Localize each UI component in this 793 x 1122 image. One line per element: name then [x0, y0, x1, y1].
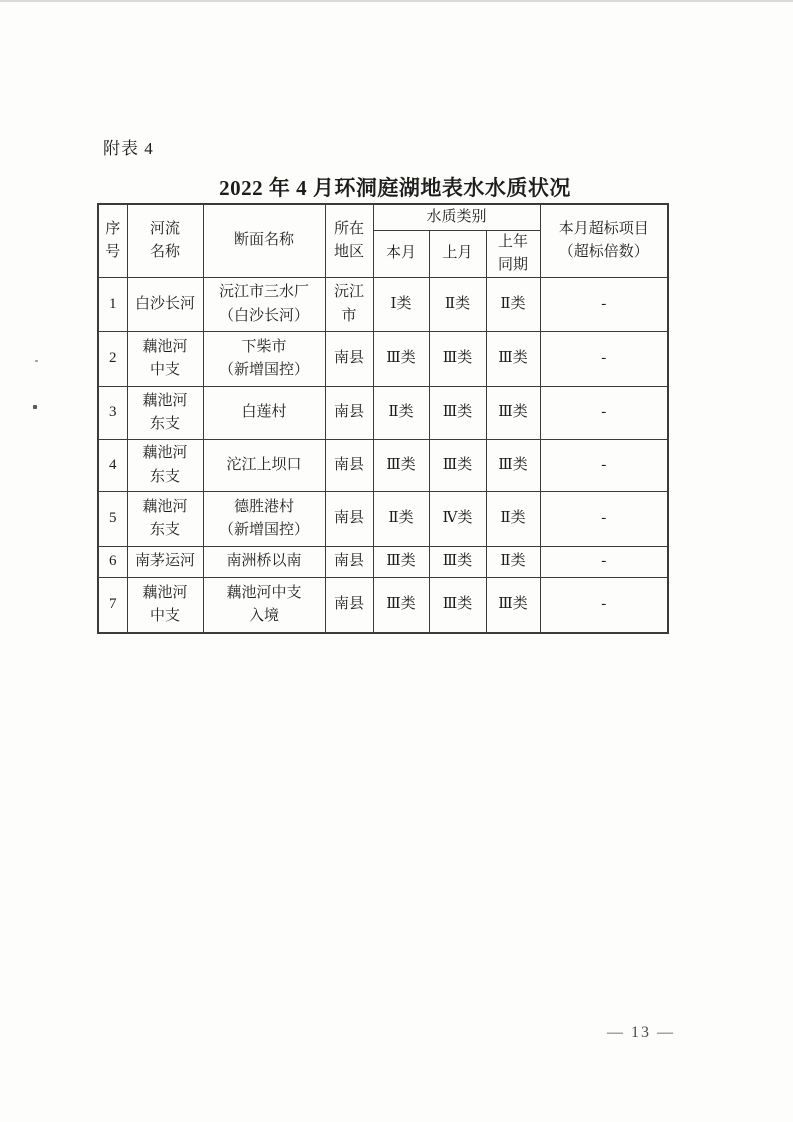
cell-no: 4: [98, 440, 127, 492]
cell-this-month: Ⅲ类: [373, 578, 429, 633]
page-number: — 13 —: [607, 1024, 675, 1041]
table-header-row-top: [98, 204, 668, 230]
cell-this-month: Ⅱ类: [373, 492, 429, 547]
cell-exceed: -: [540, 440, 668, 492]
cell-region: 南县: [325, 387, 373, 440]
cell-river: 白沙长河: [127, 278, 203, 332]
cell-last-month: Ⅱ类: [429, 278, 486, 332]
cell-region: 南县: [325, 332, 373, 387]
cell-this-month: Ⅰ类: [373, 278, 429, 332]
cell-last-month: Ⅲ类: [429, 578, 486, 633]
cell-region: 南县: [325, 547, 373, 578]
cell-exceed: -: [540, 492, 668, 547]
cell-no: 2: [98, 332, 127, 387]
header-index: 序 号: [98, 204, 127, 278]
header-last-month: 上月: [429, 230, 486, 278]
cell-same-period: Ⅱ类: [486, 492, 540, 547]
water-quality-table: [97, 203, 669, 634]
header-section-name: 断面名称: [203, 204, 325, 278]
scan-edge-artifact: [0, 0, 793, 2]
header-river-name: 河流 名称: [127, 204, 203, 278]
cell-no: 3: [98, 387, 127, 440]
table-row: [98, 440, 668, 492]
scan-speck-artifact: [35, 360, 38, 362]
cell-same-period: Ⅲ类: [486, 387, 540, 440]
cell-region: 沅江 市: [325, 278, 373, 332]
cell-this-month: Ⅲ类: [373, 547, 429, 578]
cell-same-period: Ⅱ类: [486, 547, 540, 578]
cell-exceed: -: [540, 547, 668, 578]
cell-exceed: -: [540, 387, 668, 440]
header-this-month: 本月: [373, 230, 429, 278]
cell-last-month: Ⅲ类: [429, 387, 486, 440]
cell-this-month: Ⅲ类: [373, 440, 429, 492]
cell-river: 藕池河 东支: [127, 492, 203, 547]
page-title: 2022 年 4 月环洞庭湖地表水水质状况: [219, 176, 571, 200]
cell-exceed: -: [540, 278, 668, 332]
scan-speck-artifact: [33, 405, 37, 409]
cell-section: 下柴市 （新增国控）: [203, 332, 325, 387]
cell-section: 沅江市三水厂 （白沙长河）: [203, 278, 325, 332]
attachment-table-label: 附表 4: [103, 139, 154, 158]
cell-last-month: Ⅲ类: [429, 440, 486, 492]
cell-same-period: Ⅲ类: [486, 578, 540, 633]
cell-exceed: -: [540, 578, 668, 633]
cell-last-month: Ⅳ类: [429, 492, 486, 547]
table-row: [98, 492, 668, 547]
cell-same-period: Ⅲ类: [486, 332, 540, 387]
table-row: [98, 278, 668, 332]
cell-section: 沱江上坝口: [203, 440, 325, 492]
cell-section: 藕池河中支 入境: [203, 578, 325, 633]
table-row: [98, 387, 668, 440]
cell-section: 白莲村: [203, 387, 325, 440]
cell-same-period: Ⅱ类: [486, 278, 540, 332]
cell-this-month: Ⅲ类: [373, 332, 429, 387]
cell-river: 藕池河 中支: [127, 578, 203, 633]
cell-last-month: Ⅲ类: [429, 547, 486, 578]
cell-exceed: -: [540, 332, 668, 387]
table-row: [98, 578, 668, 633]
cell-river: 藕池河 中支: [127, 332, 203, 387]
header-same-period-last-year: 上年 同期: [486, 230, 540, 278]
cell-this-month: Ⅱ类: [373, 387, 429, 440]
cell-section: 南洲桥以南: [203, 547, 325, 578]
header-quality-category-group: 水质类别: [373, 204, 540, 230]
cell-no: 6: [98, 547, 127, 578]
cell-river: 藕池河 东支: [127, 387, 203, 440]
cell-no: 5: [98, 492, 127, 547]
cell-section: 德胜港村 （新增国控）: [203, 492, 325, 547]
cell-no: 1: [98, 278, 127, 332]
table-row: [98, 332, 668, 387]
cell-no: 7: [98, 578, 127, 633]
cell-region: 南县: [325, 440, 373, 492]
cell-river: 南茅运河: [127, 547, 203, 578]
header-exceed-items: 本月超标项目 （超标倍数）: [540, 204, 668, 278]
table-row: [98, 547, 668, 578]
cell-river: 藕池河 东支: [127, 440, 203, 492]
cell-last-month: Ⅲ类: [429, 332, 486, 387]
header-region: 所在 地区: [325, 204, 373, 278]
cell-region: 南县: [325, 492, 373, 547]
cell-same-period: Ⅲ类: [486, 440, 540, 492]
cell-region: 南县: [325, 578, 373, 633]
